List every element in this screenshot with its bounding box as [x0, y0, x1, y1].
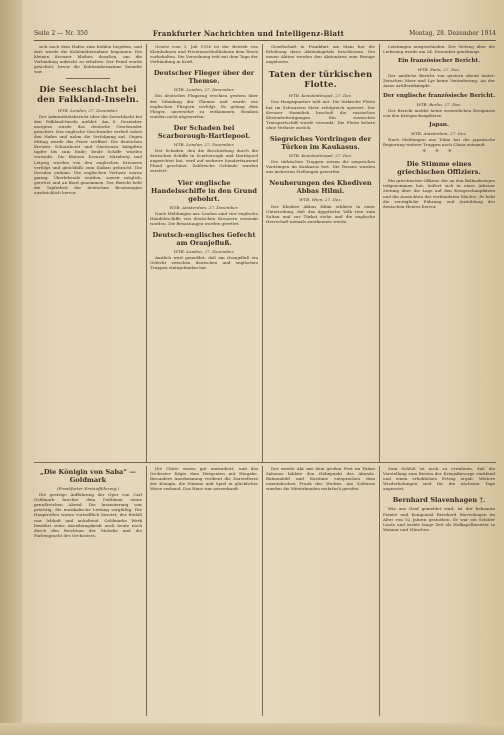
section-stars: * * * — [422, 149, 456, 157]
article-text: Der Schaden, den die Beschießung durch die deutschen Schiffe in Scarborough und Hartlepool angerichtet hat, wird auf mehrere hunderttausend Pfund geschätzt. Zahlreiche Gebäude wurden zerstört. — [150, 148, 258, 174]
article-text: Die Chöre waren gut einstudiert, und das Orchester folgte dem Dirigenten mit Hingabe. Besondere Anerkennung verdient die Darstellerin der Königin, die Stimme und Spiel in glücklicher Weise verband. Das Haus war ausverkauft. — [150, 466, 258, 492]
article-text: Nach Meldungen aus Tokio hat die japanische Regierung weitere Truppen nach China entsandt. — [383, 136, 495, 148]
article-text: Wie aus Genf gemeldet wird, ist der bekannte Pianist und Komponist Bernhard Stavenhagen im Alter von 52 Jahren gestorben. Er war ein Schüler Liszts und wirkte lange Zeit als Hofkapellmeister in Weimar und München. — [383, 506, 495, 532]
column-rule — [379, 466, 380, 716]
article-headline: Der Schaden bei Scarborough-Hartlepool. — [157, 123, 251, 140]
article-text: Amtlich wird gemeldet, daß am Oranjefluß ein Gefecht zwischen deutschen und englischen Truppen stattgefunden hat. — [150, 254, 258, 271]
lower-column-3 — [266, 466, 375, 716]
article-text: Gesellschaft in Frankfurt am Main hat die Erhöhung ihres Aktienkapitals beschlossen. Die neuen Aktien werden den Aktionären zum Bezuge angeboten. — [266, 44, 375, 65]
divider — [66, 78, 109, 79]
article-text: Das Hauptquartier teilt mit: Die türkische Flotte hat im Schwarzen Meer erfolgreich operiert. Der Kreuzer Hamidieh beschoß die russischen Küstenbefestigungen. Ein russisches Transportschiff wurde versenkt. Die Flotte kehrte ohne Verluste zurück. — [266, 99, 375, 130]
article-text: sich nach dem Hafen zum Kohlen begeben, und dort wurde die Kohlenübernahme begonnen. Die kleinen Kreuzer blieben draußen, um die Verbindung aufrecht zu erhalten. Der Feind wurde gesichtet, bevor die Kohlenübernahme beendet war. — [34, 44, 142, 75]
column-rule — [262, 44, 263, 462]
article-text: Der Admiralitätsbericht über die Seeschlacht bei den Falkland-Inseln meldet: Am 8. Dezember morgens wurde das deutsche Geschwader gesichtet. Das englische Geschwader verließ sofort den Hafen und nahm die Verfolgung auf. Gegen Mittag wurde das Feuer eröffnet. Die deutschen Kreuzer Scharnhorst und Gneisenau kämpften tapfer bis zum Ende; beide Schiffe wurden versenkt. Die kleinen Kreuzer Nürnberg und Leipzig wurden von den englischen Kreuzern verfolgt und gleichfalls zum Sinken gebracht. Die Dresden entkam. Die englischen Verluste waren gering. Überlebende wurden, soweit möglich, gerettet und an Bord genommen. Der Bericht hebt die Tapferkeit der deutschen Besatzungen ausdrücklich hervor. — [34, 113, 142, 196]
column-rule — [146, 44, 147, 462]
article-headline: Die Stimme eines griechischen Offiziers. — [397, 160, 481, 177]
page-header — [34, 28, 496, 41]
article-text: Der Bericht meldet keine wesentlichen Ereignisse von den Kriegsschauplätzen. — [383, 107, 495, 118]
lower-column-4 — [383, 466, 495, 716]
article-headline: Der englische französische Bericht. — [383, 92, 495, 99]
article-text: Die türkischen Truppen setzen ihr siegreiches Vordringen im Kaukasus fort. Die Russen wurden aus mehreren Stellungen geworfen. — [266, 159, 375, 175]
article-dateline: WTB. Paris, 27. Dez. — [417, 67, 461, 73]
article-text: Ein griechischer Offizier, der an den Balkankriegen teilgenommen hat, äußert sich in einer Athener Zeitung über die Lage auf den Kriegsschauplätzen und die Aussichten der verbündeten Mächte. Er hebt die vorzügliche Führung und Ausbildung des deutschen Heeres hervor. — [383, 178, 495, 209]
article-text: Ein deutsches Flugzeug erschien gestern über der Mündung der Themse und wurde von englischen Fliegern verfolgt. Es gelang dem Flieger, unversehrt zu entkommen. Bomben wurden nicht abgeworfen. — [150, 93, 258, 119]
article-dateline: WTB. Wien, 27. Dez. — [299, 197, 342, 203]
article-dateline: WTB. Konstantinopel, 27. Dez. — [288, 153, 353, 159]
article-dateline: WTB. Amsterdam, 27. Dezember. — [169, 204, 239, 210]
lower-column-2 — [150, 466, 258, 716]
column-rule — [146, 466, 147, 716]
column-4 — [383, 44, 495, 458]
column-rule — [379, 44, 380, 462]
article-text: Gesetz vom 3. Juli 1914 ist der Betrieb von Kleinbahnen und Privatanschlußbahnen dem Reich vorbehalten. Die Verordnung tritt mit dem Tage der Verkündung in Kraft. — [150, 44, 258, 65]
article-dateline: WTB. London, 27. Dezember. — [173, 248, 235, 254]
article-headline: Vier englische Handelsschiffe in den Grund gebohrt. — [150, 178, 258, 203]
article-text: Der Khedive Abbas Hilmi erklärte in einer Unterredung, daß das ägyptische Volk treu zum Sultan und zur Türkei stehe und die englische Herrschaft niemals anerkennen werde. — [266, 203, 375, 224]
section-rule — [34, 462, 496, 463]
article-dateline: WTB. Konstantinopel, 27. Dez. — [288, 93, 353, 99]
article-dateline: WTB. London, 27. Dezember. — [173, 87, 235, 93]
article-dateline: WTB. Amsterdam, 27. Dez. — [410, 130, 468, 136]
article-headline: Neuherungen des Khediven Abbas Hilmi. — [269, 179, 372, 196]
article-text: Leistungen ausgeschieden. Der Vertrag über die Lieferung wurde am 24. Dezember genehmigt. — [383, 44, 495, 55]
article-dateline: WTB. London, 27. Dezember. — [173, 141, 235, 147]
article-headline: Siegreiches Vordringen der Türken im Kaukasus. — [269, 135, 372, 152]
column-2 — [150, 44, 258, 458]
issue-date: Montag, 28. Dezember 1914 — [409, 30, 496, 37]
article-headline: Ein französischer Bericht. — [397, 58, 481, 65]
article-dateline: WTB. London, 27. Dezember. — [57, 107, 119, 113]
column-3 — [266, 44, 375, 458]
feuilleton-headline: „Die Königin von Saba“ — Goldmark — [40, 468, 136, 484]
column-rule — [262, 466, 263, 716]
article-text: Der zweite Akt mit dem großen Fest im Palast Salomos bildete den Höhepunkt des Abends. Bühnenbild und Kostüme entsprachen dem orientalischen Prunk des Werkes. Am Schlusse wurden die Mitwirkenden mehrfach gerufen. — [266, 466, 375, 492]
article-headline: Die Seeschlacht bei den Falkland-Inseln. — [37, 84, 139, 105]
masthead: Frankfurter Nachrichten und Intelligenz-Blatt — [152, 29, 345, 38]
article-headline: Japan. — [429, 121, 449, 128]
feuilleton-subtitle: (Frankfurter Erstaufführung.) — [56, 486, 120, 491]
article-headline: Bernhard Slavenhagen †. — [392, 496, 486, 505]
article-dateline: WTB. Berlin, 27. Dez. — [416, 101, 462, 107]
article-text: Zum Schluß ist noch zu erwähnen, daß die Vorstellung zum Besten der Kriegsfürsorge stattfand und einen erheblichen Ertrag ergab. Weitere Wiederholungen sind für die nächsten Tage angesetzt. — [383, 466, 495, 492]
article-headline: Deutsch-englisches Gefecht am Oranjefluß. — [152, 230, 256, 247]
article-text: Der amtliche Bericht von gestern abend lautet: Zwischen Meer und Lys keine Veränderung. An der Aisne Artilleriekämpfe. — [383, 73, 495, 89]
article-text: Nach Meldungen aus London sind vier englische Handelsschiffe von deutschen Kreuzern versenkt worden. Die Besatzungen wurden gerettet. — [150, 210, 258, 226]
lower-column-1 — [34, 466, 142, 716]
article-headline: Taten der türkischen Flotte. — [268, 70, 373, 91]
article-headline: Deutscher Flieger über der Themse. — [153, 69, 255, 86]
page-edge-bottom — [0, 723, 504, 735]
column-1 — [34, 44, 142, 458]
article-text: Die gestrige Aufführung der Oper von Carl Goldmark brachte dem Publikum einen genußreichen Abend. Die Inszenierung war prächtig, die musikalische Leitung sorgfältig. Die Hauptrollen waren vortrefflich besetzt; der Beifall war lebhaft und anhaltend. Goldmarks Werk bewährt seine Anziehungskraft auch heute noch durch den Reichtum der Melodie und die Farbenpracht des Orchesters. — [34, 492, 142, 538]
page-edge-left — [0, 0, 22, 735]
page-number: Seite 2 — Nr. 350 — [34, 30, 88, 37]
